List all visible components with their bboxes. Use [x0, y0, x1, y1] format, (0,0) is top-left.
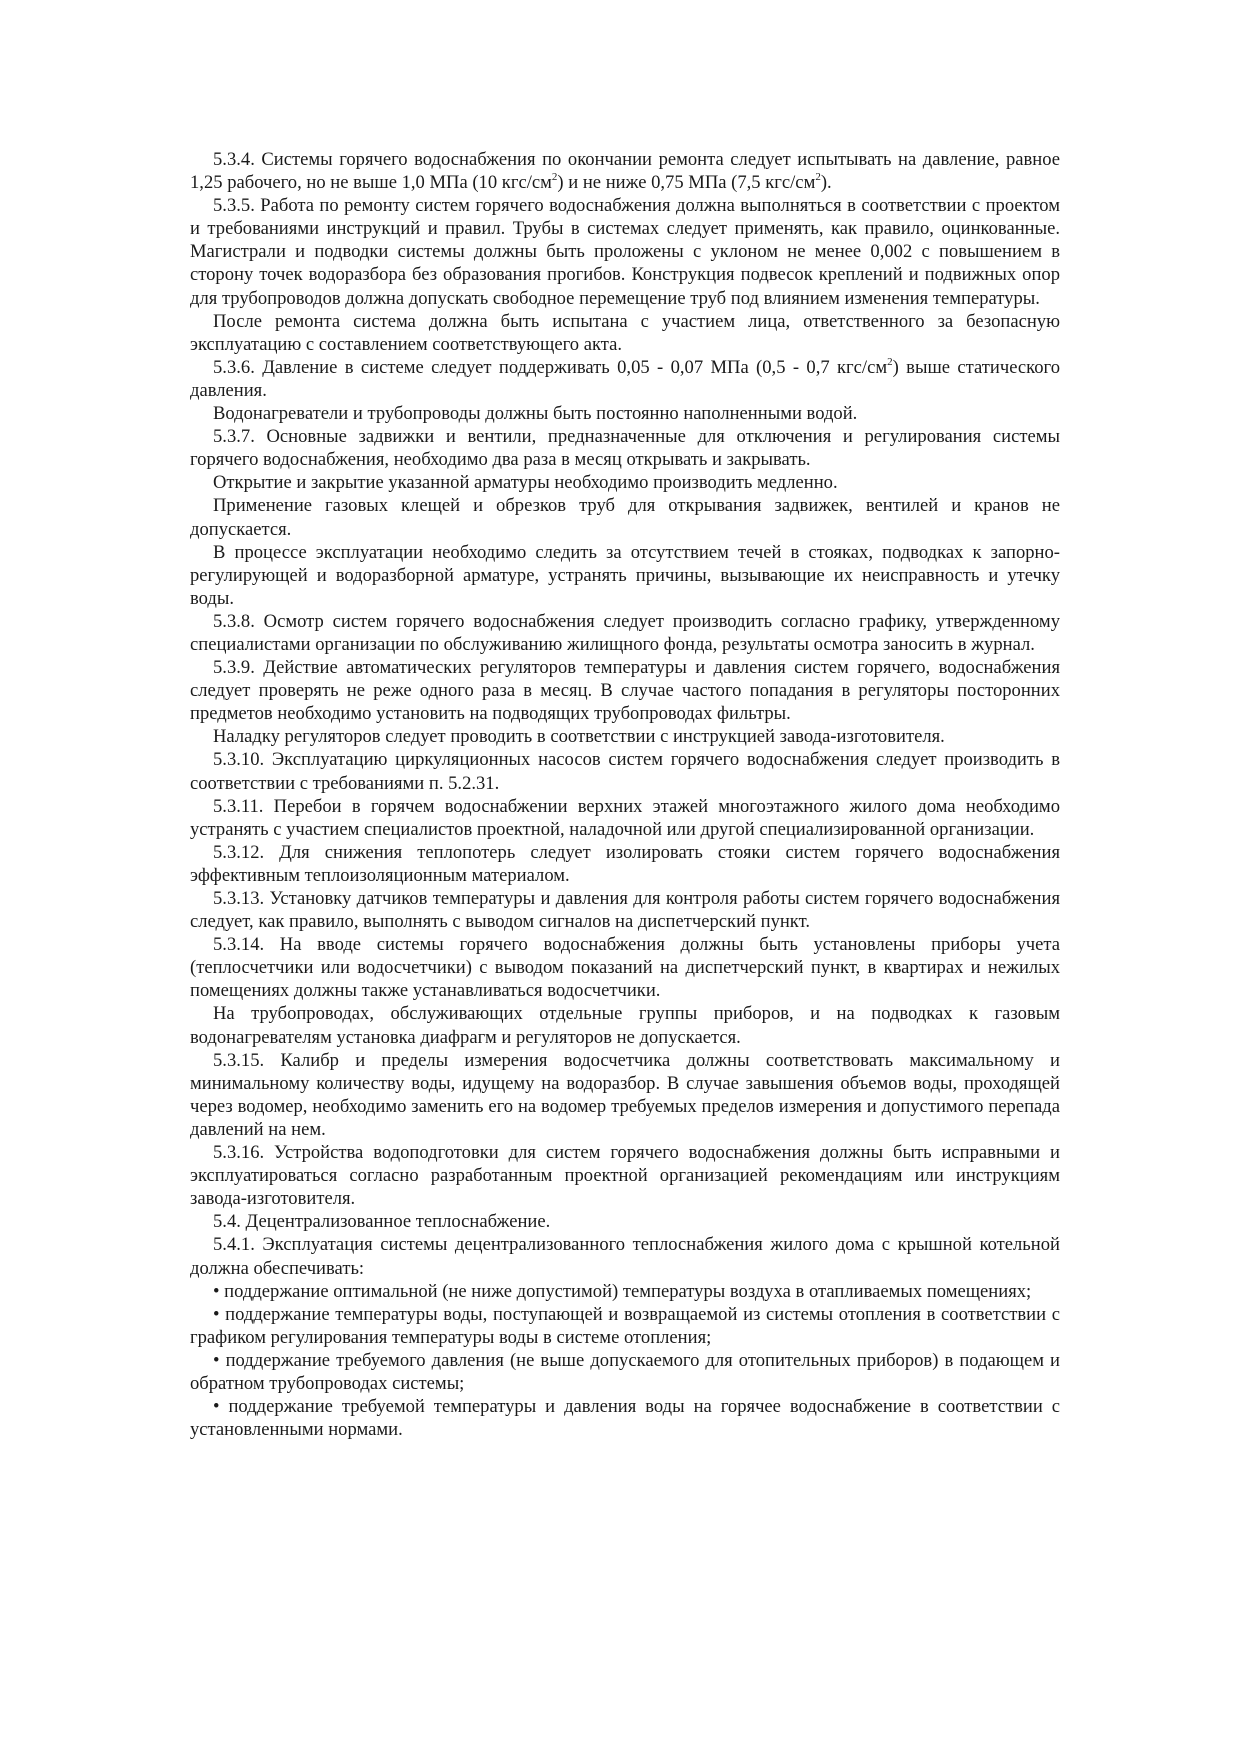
- paragraph: [190, 656, 1060, 725]
- paragraph-text: 5.3.12. Для снижения теплопотерь следует изолировать стояки систем горячего водоснабжения эффективным теплоизоляционным материалом.: [190, 841, 1060, 886]
- paragraph: [190, 1210, 1060, 1233]
- paragraph: [190, 425, 1060, 471]
- paragraph-text: • поддержание требуемого давления (не выше допускаемого для отопительных приборов) в подающем и обратном трубопроводах системы;: [190, 1349, 1060, 1394]
- paragraph-text: На трубопроводах, обслуживающих отдельные группы приборов, и на подводках к газовым водонагревателям установка диафрагм и регуляторов не допускается.: [190, 1003, 1060, 1048]
- paragraph-text: ) выше статического давления.: [190, 356, 1061, 401]
- paragraph-text: 5.3.13. Установку датчиков температуры и давления для контроля работы систем горячего водоснабжения следует, как правило, выполнять с выводом сигналов на диспетчерский пункт.: [190, 888, 1060, 933]
- paragraph-text: 5.3.6. Давление в системе следует поддерживать 0,05 - 0,07 МПа (0,5 - 0,7 кгс/см: [213, 356, 888, 378]
- paragraph-text: 5.3.8. Осмотр систем горячего водоснабжения следует производить согласно графику, утвержденному специалистами организации по обслуживанию жилищного фонда, результаты осмотра заносить в журнал.: [190, 610, 1060, 655]
- paragraph: [190, 841, 1060, 887]
- paragraph: [190, 356, 1060, 402]
- paragraph: [190, 1280, 1060, 1303]
- paragraph: [190, 541, 1060, 610]
- paragraph-text: 5.3.14. На вводе системы горячего водоснабжения должны быть установлены приборы учета (теплосчетчики или водосчетчики) с выводом показаний на диспетчерский пункт, в квартирах и нежилых помещениях должны также устанавливаться водосчетчики.: [190, 934, 1060, 1002]
- paragraph: [190, 1233, 1060, 1279]
- paragraph: [190, 471, 1060, 494]
- paragraph-text: 5.3.15. Калибр и пределы измерения водосчетчика должны соответствовать максимальному и минимальному количеству воды, идущему на водоразбор. В случае завышения объемов воды, проходящей через водомер, необходимо заменить его на водомер требуемых пределов измерения и допустимого перепада давлений на нем.: [190, 1049, 1060, 1140]
- paragraph-text: ).: [820, 172, 832, 194]
- paragraph: [190, 748, 1060, 794]
- paragraph: [190, 1395, 1060, 1441]
- paragraph-text: ) и не ниже 0,75 МПа (7,5 кгс/см: [557, 172, 816, 194]
- superscript: 2: [887, 355, 893, 368]
- paragraph-text: 5.3.7. Основные задвижки и вентили, предназначенные для отключения и регулирования системы горячего водоснабжения, необходимо два раза в месяц открывать и закрывать.: [190, 426, 1060, 471]
- document-page: [190, 148, 1060, 1441]
- paragraph: [190, 1349, 1060, 1395]
- paragraph-text: Применение газовых клещей и обрезков труб для открывания задвижек, вентилей и кранов не допускается.: [190, 495, 1060, 540]
- paragraph: [190, 725, 1060, 748]
- paragraph-text: 5.4.1. Эксплуатация системы децентрализованного теплоснабжения жилого дома с крышной котельной должна обеспечивать:: [190, 1234, 1060, 1279]
- superscript: 2: [551, 170, 558, 183]
- paragraph-text: • поддержание температуры воды, поступающей и возвращаемой из системы отопления в соответствии с графиком регулирования температуры воды в системе отопления;: [190, 1303, 1060, 1348]
- paragraph-text: • поддержание оптимальной (не ниже допустимой) температуры воздуха в отапливаемых помещениях;: [213, 1280, 1032, 1302]
- paragraph-text: Наладку регуляторов следует проводить в соответствии с инструкцией завода-изготовителя.: [213, 726, 945, 748]
- paragraph: [190, 933, 1060, 1002]
- paragraph-text: 5.3.5. Работа по ремонту систем горячего водоснабжения должна выполняться в соответствии с проектом и требованиями инструкций и правил. Трубы в системах следует применять, как правило, оцинкованные. Магистрали и подводки системы должны быть проложены с уклоном не менее 0,002 с повышением в сторону точек водоразбора без образования прогибов. Конструкция подвесок креплений и подвижных опор для трубопроводов должна допускать свободное перемещение труб под влиянием изменения температуры.: [190, 195, 1060, 309]
- paragraph-text: В процессе эксплуатации необходимо следить за отсутствием течей в стояках, подводках к запорно-регулирующей и водоразборной арматуре, устранять причины, вызывающие их неисправность и утечку воды.: [190, 541, 1060, 609]
- paragraph-text: • поддержание требуемой температуры и давления воды на горячее водоснабжение в соответствии с установленными нормами.: [190, 1396, 1060, 1441]
- paragraph-text: Водонагреватели и трубопроводы должны быть постоянно наполненными водой.: [213, 403, 858, 425]
- paragraph-text: 5.3.9. Действие автоматических регуляторов температуры и давления систем горячего, водоснабжения следует проверять не реже одного раза в месяц. В случае частого попадания в регуляторы посторонних предметов необходимо установить на подводящих трубопроводах фильтры.: [190, 657, 1060, 725]
- paragraph: [190, 310, 1060, 356]
- paragraph: [190, 402, 1060, 425]
- paragraph-text: Открытие и закрытие указанной арматуры необходимо производить медленно.: [213, 472, 838, 494]
- paragraph-text: 5.3.16. Устройства водоподготовки для систем горячего водоснабжения должны быть исправными и эксплуатироваться согласно разработанным проектной организацией рекомендациям или инструкциям завода-изготовителя.: [190, 1142, 1060, 1210]
- paragraph: [190, 1303, 1060, 1349]
- paragraph-text: 5.3.11. Перебои в горячем водоснабжении верхних этажей многоэтажного жилого дома необходимо устранять с участием специалистов проектной, наладочной или другой специализированной организации.: [190, 795, 1060, 840]
- paragraph: [190, 610, 1060, 656]
- paragraph: [190, 194, 1060, 309]
- paragraph-text: После ремонта система должна быть испытана с участием лица, ответственного за безопасную эксплуатацию с составлением соответствующего акта.: [190, 310, 1060, 355]
- paragraph: [190, 1002, 1060, 1048]
- paragraph: [190, 1049, 1060, 1141]
- paragraph: [190, 887, 1060, 933]
- paragraph: [190, 494, 1060, 540]
- paragraph-text: 5.3.4. Системы горячего водоснабжения по окончании ремонта следует испытывать на давление, равное 1,25 рабочего, но не выше 1,0 МПа (10 кгс/см: [190, 149, 1060, 194]
- superscript: 2: [815, 170, 821, 183]
- paragraph: [190, 1141, 1060, 1210]
- paragraph: [190, 148, 1060, 194]
- paragraph-text: 5.3.10. Эксплуатацию циркуляционных насосов систем горячего водоснабжения следует производить в соответствии с требованиями п. 5.2.31.: [190, 749, 1060, 794]
- paragraph-text: 5.4. Децентрализованное теплоснабжение.: [213, 1211, 551, 1233]
- paragraph: [190, 795, 1060, 841]
